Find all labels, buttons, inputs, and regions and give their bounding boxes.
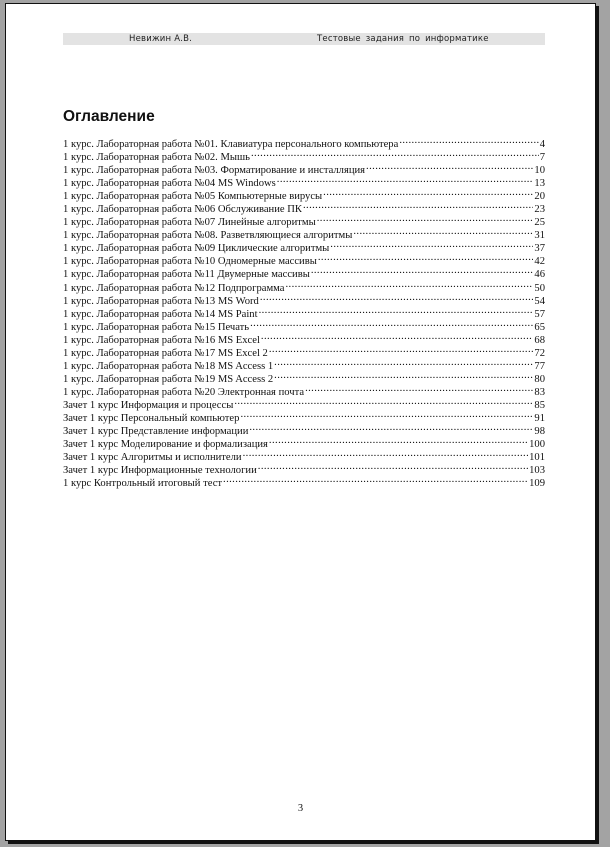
toc-entry-page: 37	[534, 243, 545, 255]
toc-entry-text: 1 курс. Лабораторная работа №16 MS Excel	[63, 334, 260, 346]
toc-dot-leader	[243, 447, 529, 460]
toc-entry-text: 1 курс. Лабораторная работа №03. Форматирование и инсталляция	[63, 165, 366, 177]
toc-dot-leader	[353, 225, 533, 238]
toc-entry-text: 1 курс. Лабораторная работа №18 MS Access 1	[63, 360, 274, 372]
toc-entry-text: Зачет 1 курс Алгоритмы и исполнители	[63, 452, 242, 464]
toc-dot-leader	[399, 134, 538, 147]
toc-list	[63, 134, 545, 490]
toc-entry-text: 1 курс. Лабораторная работа №10 Одномерные массивы	[63, 256, 317, 268]
toc-entry[interactable]	[63, 134, 545, 150]
toc-dot-leader	[318, 251, 534, 264]
toc-entry-page: 100	[529, 439, 545, 451]
toc-entry-page: 98	[534, 426, 545, 438]
toc-entry-page: 7	[539, 152, 545, 164]
toc-dot-leader	[311, 264, 534, 277]
toc-entry-page: 68	[534, 334, 545, 346]
toc-entry-page: 4	[539, 139, 545, 150]
toc-entry-page: 85	[534, 399, 545, 411]
toc-dot-leader	[323, 186, 533, 199]
toc-dot-leader	[250, 317, 533, 330]
header-author: Невижин А.В.	[129, 34, 193, 44]
toc-entry-text: Зачет 1 курс Информация и процессы	[63, 399, 234, 411]
toc-entry-text: 1 курс. Лабораторная работа №05 Компьютерные вирусы	[63, 191, 323, 203]
toc-entry-text: 1 курс. Лабораторная работа №02. Мышь	[63, 152, 250, 164]
toc-entry-text: 1 курс. Лабораторная работа №06 Обслуживание ПК	[63, 204, 302, 216]
toc-dot-leader	[223, 473, 528, 486]
page-number: 3	[297, 803, 304, 814]
toc-dot-leader	[317, 212, 534, 225]
toc-entry-text: Зачет 1 курс Представление информации	[63, 426, 249, 438]
toc-entry-text: Зачет 1 курс Информационные технологии	[63, 465, 257, 477]
toc-entry-page: 20	[534, 191, 545, 203]
document-page	[5, 3, 596, 841]
toc-dot-leader	[269, 434, 528, 447]
toc-entry-page: 42	[534, 256, 545, 268]
toc-entry-page: 101	[529, 452, 545, 464]
toc-entry-page: 91	[534, 412, 545, 424]
toc-entry-page: 10	[534, 165, 545, 177]
toc-entry-text: 1 курс. Лабораторная работа №15 Печать	[63, 321, 250, 333]
toc-dot-leader	[305, 382, 533, 395]
toc-heading: Оглавление	[63, 108, 155, 125]
running-header	[63, 33, 545, 45]
toc-entry-page: 80	[534, 373, 545, 385]
toc-dot-leader	[366, 160, 533, 173]
toc-dot-leader	[274, 369, 533, 382]
toc-entry-text: 1 курс. Лабораторная работа №13 MS Word	[63, 295, 259, 307]
toc-entry-page: 50	[534, 282, 545, 294]
toc-entry-page: 46	[534, 269, 545, 281]
toc-dot-leader	[258, 460, 528, 473]
toc-entry-page: 23	[534, 204, 545, 216]
toc-entry-page: 103	[529, 465, 545, 477]
toc-entry-text: 1 курс. Лабораторная работа №01. Клавиатура персонального компьютера	[63, 139, 399, 150]
toc-entry-text: 1 курс. Лабораторная работа №17 MS Excel 2	[63, 347, 268, 359]
toc-dot-leader	[269, 343, 534, 356]
toc-entry-page: 25	[534, 217, 545, 229]
toc-dot-leader	[277, 173, 534, 186]
toc-entry-page: 72	[534, 347, 545, 359]
toc-dot-leader	[240, 408, 533, 421]
toc-entry-text: 1 курс Контрольный итоговый тест	[63, 478, 223, 490]
toc-dot-leader	[303, 199, 533, 212]
toc-entry-page: 31	[534, 230, 545, 242]
toc-dot-leader	[251, 147, 539, 160]
toc-dot-leader	[259, 304, 534, 317]
toc-entry-text: 1 курс. Лабораторная работа №20 Электронная почта	[63, 386, 305, 398]
toc-entry-page: 77	[534, 360, 545, 372]
toc-entry-page: 13	[534, 178, 545, 190]
toc-dot-leader	[330, 238, 533, 251]
toc-entry-page: 54	[534, 295, 545, 307]
toc-entry-text: Зачет 1 курс Персональный компьютер	[63, 412, 240, 424]
toc-dot-leader	[260, 291, 534, 304]
toc-entry-text: 1 курс. Лабораторная работа №12 Подпрограмма	[63, 282, 285, 294]
toc-entry-text: Зачет 1 курс Моделирование и формализация	[63, 439, 268, 451]
toc-dot-leader	[274, 356, 533, 369]
toc-entry-text: 1 курс. Лабораторная работа №11 Двумерные массивы	[63, 269, 310, 281]
toc-dot-leader	[249, 421, 533, 434]
toc-dot-leader	[286, 278, 534, 291]
toc-entry-text: 1 курс. Лабораторная работа №19 MS Access 2	[63, 373, 274, 385]
toc-entry-page: 57	[534, 308, 545, 320]
toc-dot-leader	[234, 395, 533, 408]
toc-entry-text: 1 курс. Лабораторная работа №09 Циклические алгоритмы	[63, 243, 330, 255]
toc-entry-text: 1 курс. Лабораторная работа №08. Разветвляющиеся алгоритмы	[63, 230, 353, 242]
header-title: Тестовые задания по информатике	[317, 34, 489, 44]
toc-entry-text: 1 курс. Лабораторная работа №04 MS Windows	[63, 178, 276, 190]
toc-entry-text: 1 курс. Лабораторная работа №14 MS Paint	[63, 308, 258, 320]
toc-entry-page: 65	[534, 321, 545, 333]
toc-dot-leader	[261, 330, 534, 343]
toc-entry-page: 109	[529, 478, 545, 490]
toc-entry-page: 83	[534, 386, 545, 398]
toc-entry-text: 1 курс. Лабораторная работа №07 Линейные алгоритмы	[63, 217, 316, 229]
